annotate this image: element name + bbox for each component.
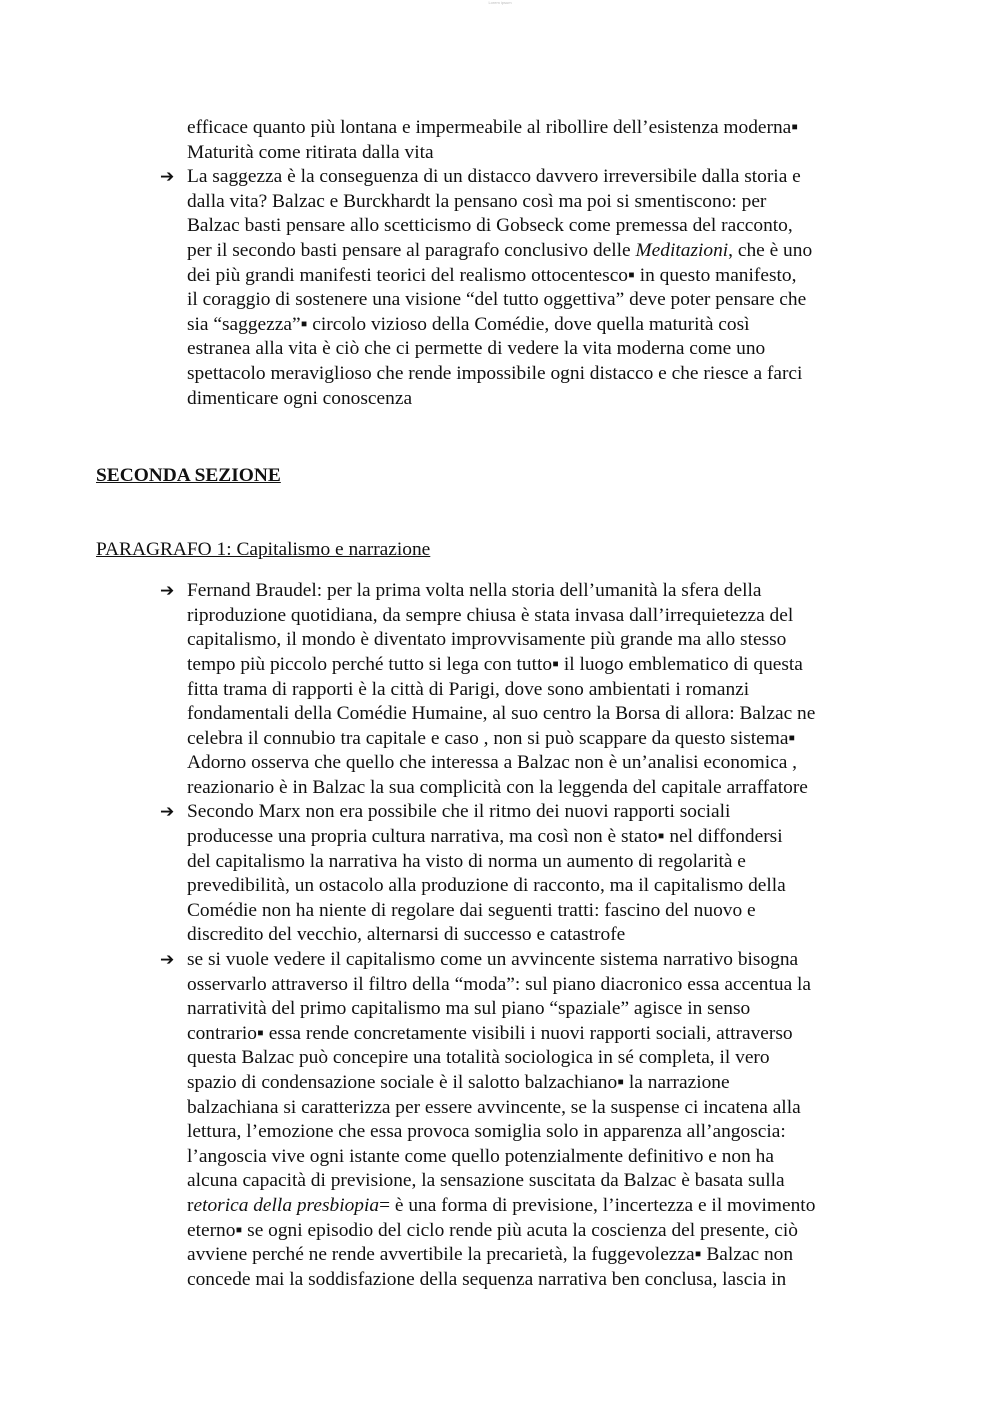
text-line: osservarlo attraverso il filtro della “moda”: sul piano diacronico essa accentua la	[187, 973, 812, 995]
text-line: questa Balzac può concepire una totalità sociologica in sé completa, il vero	[187, 1047, 770, 1069]
text-line: l’angoscia vive ogni istante come quello potenzialmente definitivo e non ha	[187, 1145, 774, 1167]
text-span: , che è uno	[728, 239, 813, 261]
header-watermark: Lorem ipsum	[488, 0, 512, 5]
text-line: reazionario è in Balzac la sua complicità con la leggenda del capitale arraffatore	[187, 776, 808, 798]
intro-line: efficace quanto più lontana e impermeabile al ribollire dell’esistenza moderna▪	[187, 117, 799, 138]
text-line: Balzac basti pensare allo scetticismo di Gobseck come premessa del racconto,	[187, 215, 793, 237]
text-line: concede mai la soddisfazione della sequenza narrativa ben conclusa, lascia in	[187, 1268, 787, 1290]
intro-block	[96, 116, 906, 165]
text-span: r	[187, 1194, 194, 1216]
text-line: riproduzione quotidiana, da sempre chiusa è stata invasa dall’irrequietezza del	[187, 604, 794, 626]
bullet-item	[160, 800, 906, 948]
text-line: tempo più piccolo perché tutto si lega con tutto▪ il luogo emblematico di questa	[187, 653, 803, 675]
text-line: estranea alla vita è ciò che ci permette di vedere la vita moderna come uno	[187, 338, 766, 360]
text-line: Adorno osserva che quello che interessa a Balzac non è un’analisi economica ,	[187, 752, 798, 774]
text-line: avviene perché ne rende avvertibile la precarietà, la fuggevolezza▪ Balzac non	[187, 1244, 794, 1266]
text-line: celebra il connubio tra capitale e caso , non si può scappare da questo sistema▪	[187, 727, 796, 749]
text-line: eterno▪ se ogni episodio del ciclo rende più acuta la coscienza del presente, ciò	[187, 1219, 798, 1241]
text-line: alcuna capacità di previsione, la sensazione suscitata da Balzac è basata sulla	[187, 1170, 785, 1192]
italic-text: etorica della presbiopia	[193, 1194, 380, 1216]
text-line: fitta trama di rapporti è la città di Parigi, dove sono ambientati i romanzi	[187, 678, 750, 700]
text-line: sia “saggezza”▪ circolo vizioso della Comédie, dove quella maturità così	[187, 313, 750, 335]
text-line: lettura, l’emozione che essa provoca somiglia solo in apparenza all’angoscia:	[187, 1121, 786, 1143]
section-heading: SECONDA SEZIONE	[96, 465, 281, 487]
text-line: dimenticare ogni conoscenza	[187, 387, 413, 409]
paragraph-heading: PARAGRAFO 1: Capitalismo e narrazione	[96, 539, 431, 561]
text-line: Fernand Braudel: per la prima volta nella storia dell’umanità la sfera della	[187, 580, 762, 602]
text-line: producesse una propria cultura narrativa, ma così non è stato▪ nel diffondersi	[187, 826, 783, 848]
text-line: dei più grandi manifesti teorici del realismo ottocentesco▪ in questo manifesto,	[187, 264, 797, 286]
arrow-right-icon: ➔	[160, 950, 175, 971]
text-line: Secondo Marx non era possibile che il ritmo dei nuovi rapporti sociali	[187, 801, 731, 823]
text-line: il coraggio di sostenere una visione “del tutto oggettiva” deve poter pensare che	[187, 289, 807, 311]
intro-line: Maturità come ritirata dalla vita	[187, 141, 434, 163]
text-line: se si vuole vedere il capitalismo come un avvincente sistema narrativo bisogna	[187, 949, 799, 971]
text-line: narratività del primo capitalismo ma sul piano “spaziale” agisce in senso	[187, 998, 751, 1020]
text-line: Comédie non ha niente di regolare dai seguenti tratti: fascino del nuovo e	[187, 899, 756, 921]
document-page	[96, 116, 906, 1292]
text-line: contrario▪ essa rende concretamente visibili i nuovi rapporti sociali, attraverso	[187, 1022, 793, 1044]
arrow-right-icon: ➔	[160, 581, 175, 602]
italic-text: Meditazioni	[635, 239, 729, 261]
text-line	[187, 239, 906, 264]
text-line: La saggezza è la conseguenza di un distacco davvero irreversibile dalla storia e	[187, 166, 801, 188]
text-line: spettacolo meraviglioso che rende impossibile ogni distacco e che riesce a farci	[187, 362, 803, 384]
text-span: = è una forma di previsione, l’incertezza e il movimento	[379, 1194, 816, 1216]
text-line: discredito del vecchio, alternarsi di successo e catastrofe	[187, 924, 626, 946]
text-line: spazio di condensazione sociale è il salotto balzachiano▪ la narrazione	[187, 1072, 730, 1093]
text-line	[187, 1194, 906, 1219]
text-line: prevedibilità, un ostacolo alla produzione di racconto, ma il capitalismo della	[187, 875, 786, 897]
arrow-right-icon: ➔	[160, 167, 175, 188]
text-line: dalla vita? Balzac e Burckhardt la pensano così ma poi si smentiscono: per	[187, 190, 767, 212]
text-line: del capitalismo la narrativa ha visto di norma un aumento di regolarità e	[187, 850, 746, 872]
bullet-item-saggezza	[160, 165, 906, 411]
bullet-item	[160, 579, 906, 800]
text-line: balzachiana si caratterizza per essere avvincente, se la suspense ci incatena alla	[187, 1096, 801, 1118]
bullet-item	[160, 948, 906, 1292]
arrow-right-icon: ➔	[160, 802, 175, 823]
text-span: per il secondo basti pensare al paragrafo conclusivo delle	[187, 239, 636, 261]
bullet-list	[96, 579, 906, 1292]
text-line: fondamentali della Comédie Humaine, al suo centro la Borsa di allora: Balzac ne	[187, 703, 816, 725]
text-line: capitalismo, il mondo è diventato improvvisamente più grande ma allo stesso	[187, 629, 787, 651]
